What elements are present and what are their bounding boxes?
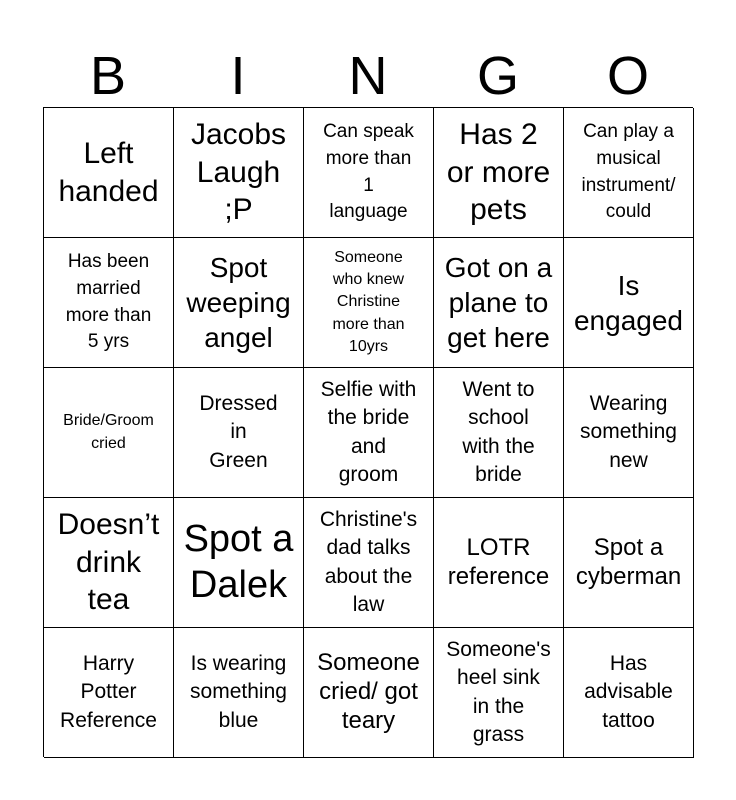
bingo-cell[interactable]: LOTR reference [434, 498, 564, 628]
header-letter-b: B [89, 46, 127, 106]
bingo-cell[interactable]: Has 2 or more pets [434, 108, 564, 238]
bingo-cell[interactable]: Christine's dad talks about the law [304, 498, 434, 628]
bingo-cell[interactable]: Someone who knew Christine more than 10yrs [304, 238, 434, 368]
bingo-cell[interactable]: Spot a Dalek [174, 498, 304, 628]
bingo-cell[interactable]: Can play a musical instrument/ could [564, 108, 694, 238]
bingo-cell[interactable]: Jacobs Laugh ;P [174, 108, 304, 238]
bingo-header [43, 46, 693, 106]
bingo-cell[interactable]: Someone's heel sink in the grass [434, 628, 564, 758]
bingo-cell[interactable]: Selfie with the bride and groom [304, 368, 434, 498]
bingo-cell[interactable]: Can speak more than 1 language [304, 108, 434, 238]
bingo-cell[interactable]: Left handed [44, 108, 174, 238]
bingo-cell[interactable]: Has advisable tattoo [564, 628, 694, 758]
header-letter-o: O [606, 46, 649, 106]
bingo-cell[interactable]: Someone cried/ got teary [304, 628, 434, 758]
bingo-cell[interactable]: Got on a plane to get here [434, 238, 564, 368]
bingo-cell[interactable]: Is wearing something blue [174, 628, 304, 758]
bingo-cell[interactable]: Doesn’t drink tea [44, 498, 174, 628]
bingo-cell[interactable]: Dressed in Green [174, 368, 304, 498]
bingo-cell[interactable]: Spot a cyberman [564, 498, 694, 628]
header-letter-n: N [348, 46, 388, 106]
bingo-cell[interactable]: Has been married more than 5 yrs [44, 238, 174, 368]
header-letter-g: G [476, 46, 519, 106]
bingo-cell[interactable]: Wearing something new [564, 368, 694, 498]
bingo-cell[interactable]: Bride/Groom cried [44, 368, 174, 498]
bingo-cell[interactable]: Went to school with the bride [434, 368, 564, 498]
header-letter-i: I [230, 46, 246, 106]
bingo-cell[interactable]: Spot weeping angel [174, 238, 304, 368]
bingo-grid [43, 107, 693, 757]
bingo-cell[interactable]: Is engaged [564, 238, 694, 368]
bingo-cell[interactable]: Harry Potter Reference [44, 628, 174, 758]
